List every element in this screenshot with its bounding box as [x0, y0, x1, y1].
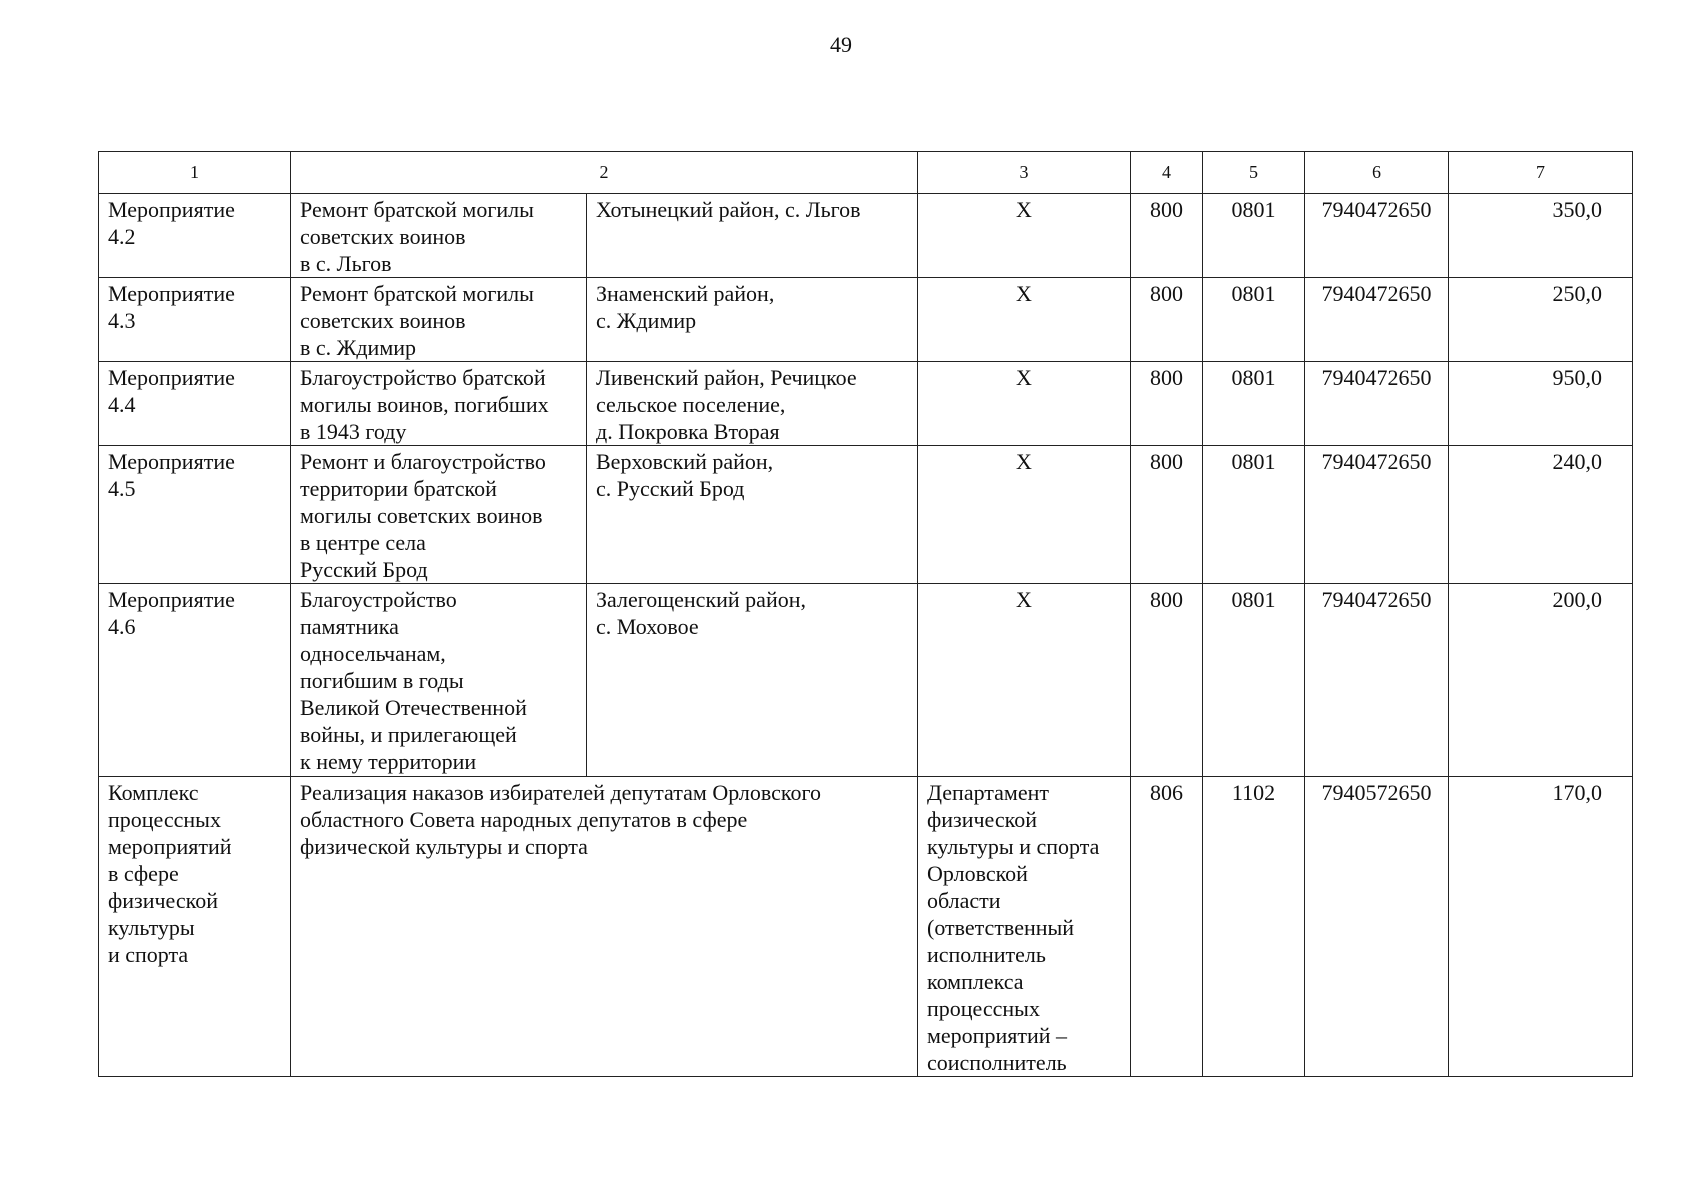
code-col6: 7940472650 [1305, 194, 1449, 278]
activity-description: Ремонт и благоустройство территории братской могилы советских воинов в центре села Русский Брод [291, 446, 587, 584]
activity-location: Залегощенский район, с. Моховое [587, 584, 918, 777]
column-number-2: 2 [291, 152, 918, 194]
table-row [99, 584, 1633, 777]
table-row-complex [99, 777, 1633, 1077]
amount-col7: 240,0 [1449, 446, 1633, 584]
column-number-1: 1 [99, 152, 291, 194]
activity-description: Благоустройство памятника односельчанам, погибшим в годы Великой Отечественной войны, и прилегающей к нему территории [291, 584, 587, 777]
complex-name: Комплекс процессных мероприятий в сфере физической культуры и спорта [99, 777, 291, 1077]
complex-description: Реализация наказов избирателей депутатам Орловского областного Совета народных депутатов в сфере физической культуры и спорта [291, 777, 918, 1077]
executor-cell: X [918, 446, 1131, 584]
budget-table [98, 151, 1633, 1077]
activity-name: Мероприятие 4.5 [99, 446, 291, 584]
amount-col7: 200,0 [1449, 584, 1633, 777]
activity-description: Ремонт братской могилы советских воинов в с. Ждимир [291, 278, 587, 362]
code-col5: 0801 [1203, 194, 1305, 278]
code-col4: 800 [1131, 194, 1203, 278]
executor-cell: X [918, 194, 1131, 278]
activity-description: Благоустройство братской могилы воинов, погибших в 1943 году [291, 362, 587, 446]
column-number-3: 3 [918, 152, 1131, 194]
activity-location: Верховский район, с. Русский Брод [587, 446, 918, 584]
code-col6: 7940472650 [1305, 446, 1449, 584]
column-number-row [99, 152, 1633, 194]
table-row [99, 278, 1633, 362]
activity-name: Мероприятие 4.6 [99, 584, 291, 777]
code-col5: 0801 [1203, 278, 1305, 362]
table-row [99, 362, 1633, 446]
activity-name: Мероприятие 4.3 [99, 278, 291, 362]
code-col4: 800 [1131, 278, 1203, 362]
code-col5: 0801 [1203, 584, 1305, 777]
table-row [99, 446, 1633, 584]
amount-col7: 170,0 [1449, 777, 1633, 1077]
activity-name: Мероприятие 4.4 [99, 362, 291, 446]
code-col6: 7940572650 [1305, 777, 1449, 1077]
activity-location: Ливенский район, Речицкое сельское поселение, д. Покровка Вторая [587, 362, 918, 446]
code-col5: 1102 [1203, 777, 1305, 1077]
activity-location: Хотынецкий район, с. Льгов [587, 194, 918, 278]
executor-cell: X [918, 362, 1131, 446]
activity-description: Ремонт братской могилы советских воинов в с. Льгов [291, 194, 587, 278]
column-number-7: 7 [1449, 152, 1633, 194]
code-col4: 800 [1131, 362, 1203, 446]
column-number-6: 6 [1305, 152, 1449, 194]
code-col5: 0801 [1203, 446, 1305, 584]
activity-name: Мероприятие 4.2 [99, 194, 291, 278]
page-number: 49 [830, 32, 852, 57]
activity-location: Знаменский район, с. Ждимир [587, 278, 918, 362]
executor-cell: X [918, 584, 1131, 777]
table-row [99, 194, 1633, 278]
executor-cell: X [918, 278, 1131, 362]
responsible-executor: Департамент физической культуры и спорта Орловской области (ответственный исполнитель комплекса процессных мероприятий – соисполнитель [918, 777, 1131, 1077]
column-number-5: 5 [1203, 152, 1305, 194]
code-col6: 7940472650 [1305, 362, 1449, 446]
amount-col7: 350,0 [1449, 194, 1633, 278]
column-number-4: 4 [1131, 152, 1203, 194]
code-col4: 800 [1131, 446, 1203, 584]
amount-col7: 950,0 [1449, 362, 1633, 446]
amount-col7: 250,0 [1449, 278, 1633, 362]
code-col6: 7940472650 [1305, 584, 1449, 777]
code-col4: 806 [1131, 777, 1203, 1077]
code-col6: 7940472650 [1305, 278, 1449, 362]
code-col5: 0801 [1203, 362, 1305, 446]
code-col4: 800 [1131, 584, 1203, 777]
